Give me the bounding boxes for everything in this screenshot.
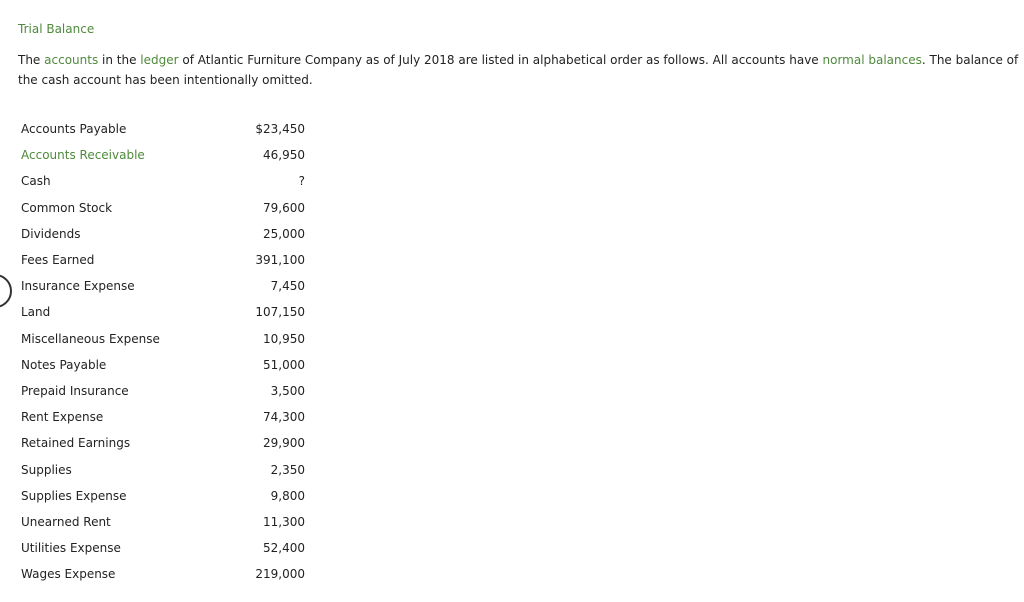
- account-amount: 46,950: [263, 148, 305, 163]
- account-name: Insurance Expense: [21, 279, 135, 294]
- section-heading: Trial Balance: [18, 22, 95, 36]
- table-row: [21, 116, 311, 142]
- account-name: Land: [21, 305, 51, 320]
- intro-text: The: [18, 53, 45, 67]
- table-row: [21, 404, 311, 430]
- table-row: [21, 221, 311, 247]
- account-amount: 29,900: [263, 436, 305, 451]
- table-row: [21, 430, 311, 456]
- account-name: Fees Earned: [21, 253, 95, 268]
- ledger-link[interactable]: ledger: [140, 53, 179, 67]
- table-row: [21, 247, 311, 273]
- account-name: Accounts Payable: [21, 122, 127, 137]
- account-amount: 79,600: [263, 200, 305, 215]
- table-row: [21, 535, 311, 561]
- table-row: [21, 483, 311, 509]
- account-name: Unearned Rent: [21, 514, 111, 529]
- intro-text: in the: [98, 53, 141, 67]
- account-name-link[interactable]: Accounts Receivable: [21, 148, 145, 163]
- account-amount: 219,000: [255, 567, 305, 582]
- table-row: [21, 273, 311, 299]
- account-name: Cash: [21, 174, 51, 189]
- accounts-table: [21, 116, 311, 587]
- account-amount: 51,000: [263, 357, 305, 372]
- account-name: Supplies: [21, 462, 72, 477]
- intro-text: . The balance of the cash account has been intentionally omitted.: [18, 53, 1019, 87]
- account-amount: 25,000: [263, 226, 305, 241]
- account-amount: 3,500: [270, 383, 305, 398]
- account-name: Dividends: [21, 226, 81, 241]
- account-amount: 9,800: [270, 488, 305, 503]
- account-name: Utilities Expense: [21, 541, 121, 556]
- partial-circle-icon[interactable]: [0, 274, 12, 308]
- account-name: Rent Expense: [21, 410, 104, 425]
- account-amount: 74,300: [263, 410, 305, 425]
- table-row: [21, 326, 311, 352]
- account-name: Retained Earnings: [21, 436, 131, 451]
- table-row: [21, 195, 311, 221]
- table-row: [21, 456, 311, 482]
- account-amount: 391,100: [255, 253, 305, 268]
- account-name: Wages Expense: [21, 567, 116, 582]
- account-amount: 7,450: [270, 279, 305, 294]
- account-amount: $23,450: [255, 122, 305, 137]
- intro-paragraph: [18, 50, 1022, 90]
- table-row: [21, 561, 311, 587]
- accounts-link[interactable]: accounts: [44, 53, 99, 67]
- account-amount: 10,950: [263, 331, 305, 346]
- table-row: [21, 142, 311, 168]
- account-name: Supplies Expense: [21, 488, 127, 503]
- account-name: Common Stock: [21, 200, 113, 215]
- table-row: [21, 378, 311, 404]
- account-amount: 107,150: [255, 305, 305, 320]
- account-amount: 11,300: [263, 514, 305, 529]
- account-amount: 2,350: [270, 462, 305, 477]
- table-row: [21, 352, 311, 378]
- table-row: [21, 509, 311, 535]
- account-name: Notes Payable: [21, 357, 107, 372]
- normal-balances-link[interactable]: normal balances: [822, 53, 922, 67]
- account-name: Miscellaneous Expense: [21, 331, 160, 346]
- account-name: Prepaid Insurance: [21, 383, 129, 398]
- account-amount: 52,400: [263, 541, 305, 556]
- intro-text: of Atlantic Furniture Company as of July 2018 are listed in alphabetical order as follows. All accounts have: [178, 53, 823, 67]
- account-amount: ?: [298, 174, 305, 189]
- table-row: [21, 168, 311, 194]
- table-row: [21, 299, 311, 325]
